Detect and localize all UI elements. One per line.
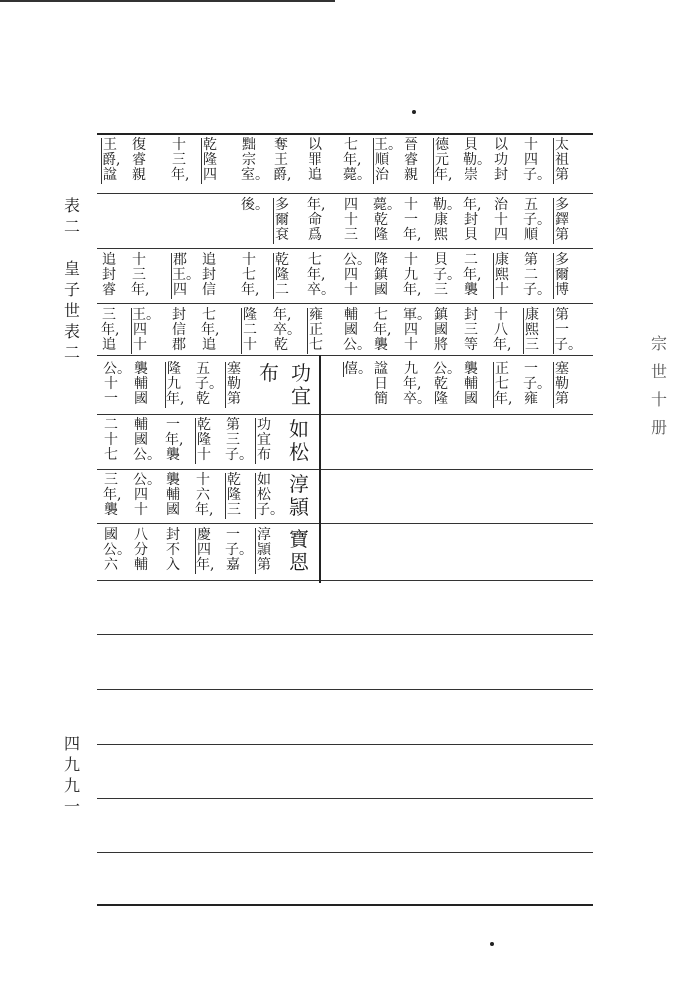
side-label-table: 表二 — [63, 196, 80, 236]
text-column: 乾隆二 — [275, 252, 289, 299]
text-column: 九年,卒。 — [403, 361, 431, 408]
text-column: 德元年, — [434, 137, 453, 184]
row-rule — [97, 634, 593, 635]
text-column: 襲輔國 — [134, 361, 148, 408]
text-column: 多爾袞 — [275, 197, 289, 244]
row-rule — [97, 523, 593, 524]
text-column: 乾隆三 — [227, 472, 241, 519]
side-label-title: 皇子世表二 — [63, 259, 80, 362]
table-top-rule — [97, 133, 593, 135]
text-column: 如松子。 — [256, 472, 284, 519]
text-column: 以功封 — [494, 137, 508, 184]
text-column: 五子。順 — [523, 197, 551, 244]
text-column: 薨。乾隆 — [373, 197, 401, 244]
text-column: 封不入 — [166, 527, 180, 574]
text-column: 十一年, — [403, 197, 422, 244]
text-column: 塞勒第 — [555, 361, 569, 408]
text-column: 公。四十 — [133, 472, 161, 519]
text-column: 公。乾隆 — [433, 361, 461, 408]
row-rule — [97, 580, 593, 581]
text-column: 第二子。 — [523, 252, 551, 299]
text-column: 十四子。 — [523, 137, 551, 184]
text-column: 諡日簡 — [374, 361, 388, 408]
row-rule — [97, 744, 593, 745]
text-column: 雍正七 — [309, 307, 323, 354]
text-column: 年,卒。乾 — [273, 307, 301, 354]
text-column: 襲輔國 — [464, 361, 478, 408]
text-column: 功宜布 — [257, 417, 271, 464]
text-column: 僖。 — [344, 361, 372, 377]
text-column: 十七年, — [241, 252, 260, 299]
text-column: 七年,襲 — [373, 307, 392, 354]
text-column: 一子。雍 — [523, 361, 551, 408]
text-column: 乾隆十 — [197, 417, 211, 464]
text-column: 十三年, — [171, 137, 190, 184]
text-column: 一子。嘉 — [225, 527, 253, 574]
text-column: 四十三 — [344, 197, 358, 244]
text-column: 塞勒第 — [227, 361, 241, 408]
text-column: 勒。康熙 — [433, 197, 461, 244]
text-column: 十三年, — [131, 252, 150, 299]
text-column: 王爵,諡 — [102, 137, 121, 184]
text-column: 正七年, — [494, 361, 513, 408]
text-column: 多爾博 — [555, 252, 569, 299]
name-heading: 寶恩 — [289, 527, 309, 574]
name-heading: 功宜 — [291, 361, 311, 408]
row-rule — [97, 798, 593, 799]
text-column: 治十四 — [494, 197, 508, 244]
text-column: 國公。六 — [103, 527, 131, 574]
text-column: 三年,襲 — [103, 472, 122, 519]
page-number: 四九九一 — [63, 734, 80, 816]
row-rule — [97, 248, 593, 249]
text-column: 十六年, — [195, 472, 214, 519]
text-column: 七年,追 — [201, 307, 220, 354]
text-column: 三年,追 — [101, 307, 120, 354]
text-column: 一年,襲 — [165, 417, 184, 464]
text-column: 乾隆四 — [203, 137, 217, 184]
row-rule — [97, 469, 593, 470]
name-heading: 布 — [259, 361, 279, 385]
ink-dot — [412, 110, 416, 114]
text-column: 公。四十 — [343, 252, 371, 299]
text-column: 康熙十 — [495, 252, 509, 299]
text-column: 鎮國將 — [434, 307, 448, 354]
text-column: 奪王爵, — [273, 137, 292, 184]
text-column: 貝子。三 — [433, 252, 461, 299]
row-rule — [97, 852, 593, 853]
text-column: 七年,卒。 — [307, 252, 335, 299]
text-column: 淳頴第 — [257, 527, 271, 574]
column-divider — [319, 355, 321, 583]
text-column: 七年,薨。 — [343, 137, 371, 184]
text-column: 軍。四十 — [403, 307, 431, 354]
top-edge-line — [0, 0, 335, 2]
text-column: 第一子。 — [554, 307, 582, 354]
text-column: 以罪追 — [308, 137, 322, 184]
text-column: 二十七 — [104, 417, 118, 464]
text-column: 五子。乾 — [195, 361, 223, 408]
text-column: 隆二十 — [243, 307, 257, 354]
text-column: 輔國公。 — [133, 417, 161, 464]
text-column: 後。 — [241, 197, 269, 213]
text-column: 年,封貝 — [463, 197, 482, 244]
text-column: 封信郡 — [172, 307, 186, 354]
text-column: 十八年, — [493, 307, 512, 354]
table-bottom-rule — [97, 904, 593, 906]
text-column: 貝勒。崇 — [463, 137, 491, 184]
text-column: 晉睿親 — [404, 137, 418, 184]
text-column: 二年,襲 — [463, 252, 482, 299]
text-column: 輔國公。 — [343, 307, 371, 354]
row-rule — [97, 414, 593, 415]
text-column: 多鐸第 — [555, 197, 569, 244]
text-column: 康熙三 — [525, 307, 539, 354]
text-column: 郡王。四 — [172, 252, 200, 299]
text-column: 王。四十 — [132, 307, 160, 354]
text-column: 公。十一 — [103, 361, 131, 408]
text-column: 復睿親 — [132, 137, 146, 184]
row-rule — [97, 193, 593, 194]
row-rule — [97, 689, 593, 690]
text-column: 十九年, — [403, 252, 422, 299]
text-column: 襲輔國 — [166, 472, 180, 519]
text-column: 追封信 — [202, 252, 216, 299]
text-column: 八分輔 — [134, 527, 148, 574]
text-column: 降鎮國 — [374, 252, 388, 299]
row-rule — [97, 355, 593, 356]
text-column: 慶四年, — [196, 527, 215, 574]
text-column: 黜宗室。 — [241, 137, 269, 184]
text-column: 隆九年, — [166, 361, 185, 408]
text-column: 封三等 — [464, 307, 478, 354]
text-column: 太祖第 — [555, 137, 569, 184]
text-column: 第三子。 — [225, 417, 253, 464]
name-heading: 淳頴 — [289, 472, 309, 519]
ink-dot — [490, 942, 494, 946]
text-column: 追封睿 — [102, 252, 116, 299]
edge-mark: 宗世十 册 — [650, 334, 667, 437]
text-column: 王。順治 — [374, 137, 402, 184]
row-rule — [97, 303, 593, 304]
text-column: 年,命爲 — [307, 197, 326, 244]
name-heading: 如松 — [289, 417, 309, 464]
